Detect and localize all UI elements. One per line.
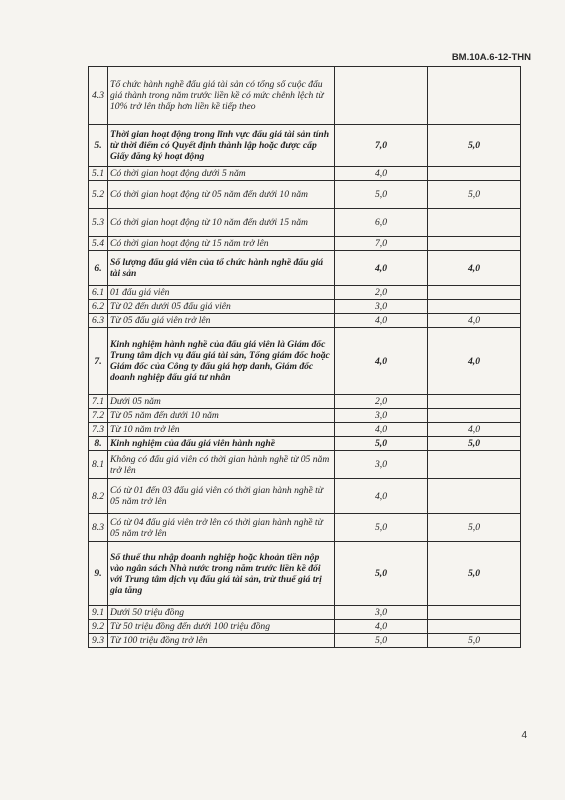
max-score: 6,0	[335, 209, 428, 237]
criteria-row-heading	[89, 251, 521, 286]
row-number: 6.	[89, 251, 108, 286]
criterion-text: Dưới 05 năm	[108, 395, 335, 409]
criteria-row-heading	[89, 125, 521, 167]
criteria-row-heading	[89, 542, 521, 606]
criterion-text: Kinh nghiệm của đấu giá viên hành nghề	[108, 437, 335, 451]
max-score: 5,0	[335, 542, 428, 606]
criterion-text: Kinh nghiệm hành nghề của đấu giá viên là Giám đốc Trung tâm dịch vụ đấu giá tài sản, Tổng giám đốc hoặc Giám đốc của Công ty đấu giá hợp danh, Giám đốc doanh nghiệp đấu giá tư nhân	[108, 328, 335, 395]
self-score: 5,0	[428, 514, 521, 542]
self-score	[428, 606, 521, 620]
row-number: 5.2	[89, 181, 108, 209]
criteria-row	[89, 167, 521, 181]
row-number: 9.1	[89, 606, 108, 620]
self-score: 5,0	[428, 634, 521, 648]
criteria-row	[89, 237, 521, 251]
criteria-table	[88, 66, 521, 648]
criterion-text: Từ 05 đấu giá viên trở lên	[108, 314, 335, 328]
max-score: 3,0	[335, 606, 428, 620]
self-score	[428, 395, 521, 409]
criterion-text: Từ 100 triệu đồng trở lên	[108, 634, 335, 648]
row-number: 5.4	[89, 237, 108, 251]
max-score: 4,0	[335, 479, 428, 514]
max-score: 7,0	[335, 125, 428, 167]
criteria-row	[89, 514, 521, 542]
criteria-row	[89, 395, 521, 409]
criteria-row	[89, 209, 521, 237]
row-number: 9.2	[89, 620, 108, 634]
max-score: 5,0	[335, 437, 428, 451]
criterion-text: Có thời gian hoạt động dưới 5 năm	[108, 167, 335, 181]
row-number: 7.2	[89, 409, 108, 423]
criterion-text: Có từ 04 đấu giá viên trở lên có thời gian hành nghề từ 05 năm trở lên	[108, 514, 335, 542]
max-score: 4,0	[335, 620, 428, 634]
row-number: 8.	[89, 437, 108, 451]
row-number: 9.	[89, 542, 108, 606]
page-number: 4	[521, 730, 527, 741]
criterion-text: Từ 05 năm đến dưới 10 năm	[108, 409, 335, 423]
max-score: 2,0	[335, 395, 428, 409]
row-number: 5.	[89, 125, 108, 167]
self-score: 4,0	[428, 423, 521, 437]
max-score: 4,0	[335, 251, 428, 286]
criteria-table-body	[89, 67, 521, 648]
row-number: 5.3	[89, 209, 108, 237]
self-score	[428, 479, 521, 514]
self-score: 5,0	[428, 125, 521, 167]
max-score: 7,0	[335, 237, 428, 251]
self-score	[428, 237, 521, 251]
criterion-text: Có từ 01 đến 03 đấu giá viên có thời gian hành nghề từ 05 năm trở lên	[108, 479, 335, 514]
row-number: 4.3	[89, 67, 108, 125]
criterion-text: Dưới 50 triệu đồng	[108, 606, 335, 620]
max-score: 3,0	[335, 409, 428, 423]
document-code: BM.10A.6-12-THN	[451, 52, 531, 63]
self-score: 5,0	[428, 181, 521, 209]
row-number: 8.3	[89, 514, 108, 542]
criterion-text: Từ 02 đến dưới 05 đấu giá viên	[108, 300, 335, 314]
criteria-row	[89, 300, 521, 314]
max-score: 3,0	[335, 451, 428, 479]
self-score	[428, 451, 521, 479]
max-score: 3,0	[335, 300, 428, 314]
self-score	[428, 209, 521, 237]
row-number: 6.3	[89, 314, 108, 328]
self-score: 5,0	[428, 437, 521, 451]
row-number: 7.3	[89, 423, 108, 437]
criteria-row	[89, 181, 521, 209]
row-number: 7.	[89, 328, 108, 395]
criterion-text: Từ 10 năm trở lên	[108, 423, 335, 437]
self-score: 4,0	[428, 314, 521, 328]
max-score: 5,0	[335, 514, 428, 542]
criteria-row	[89, 314, 521, 328]
criteria-row	[89, 423, 521, 437]
criterion-text: Không có đấu giá viên có thời gian hành nghề từ 05 năm trở lên	[108, 451, 335, 479]
row-number: 8.2	[89, 479, 108, 514]
criteria-row	[89, 634, 521, 648]
criterion-text: Thời gian hoạt động trong lĩnh vực đấu giá tài sản tính từ thời điểm có Quyết định thành lập hoặc được cấp Giấy đăng ký hoạt động	[108, 125, 335, 167]
criteria-row	[89, 451, 521, 479]
max-score	[335, 67, 428, 125]
self-score	[428, 286, 521, 300]
criterion-text: Có thời gian hoạt động từ 05 năm đến dưới 10 năm	[108, 181, 335, 209]
criteria-row	[89, 286, 521, 300]
max-score: 4,0	[335, 423, 428, 437]
max-score: 4,0	[335, 314, 428, 328]
criterion-text: Có thời gian hoạt động từ 10 năm đến dưới 15 năm	[108, 209, 335, 237]
criteria-row	[89, 620, 521, 634]
max-score: 4,0	[335, 328, 428, 395]
row-number: 6.1	[89, 286, 108, 300]
row-number: 9.3	[89, 634, 108, 648]
max-score: 5,0	[335, 181, 428, 209]
max-score: 5,0	[335, 634, 428, 648]
self-score	[428, 167, 521, 181]
self-score: 4,0	[428, 328, 521, 395]
criterion-text: Từ 50 triệu đồng đến dưới 100 triệu đồng	[108, 620, 335, 634]
criterion-text: 01 đấu giá viên	[108, 286, 335, 300]
criterion-text: Có thời gian hoạt động từ 15 năm trở lên	[108, 237, 335, 251]
max-score: 2,0	[335, 286, 428, 300]
criteria-row	[89, 606, 521, 620]
row-number: 7.1	[89, 395, 108, 409]
criteria-row-heading	[89, 437, 521, 451]
criterion-text: Tổ chức hành nghề đấu giá tài sản có tổng số cuộc đấu giá thành trong năm trước liền kề có mức chênh lệch từ 10% trở lên thấp hơn liền kề tiếp theo	[108, 67, 335, 125]
row-number: 8.1	[89, 451, 108, 479]
self-score	[428, 409, 521, 423]
max-score: 4,0	[335, 167, 428, 181]
self-score: 4,0	[428, 251, 521, 286]
row-number: 5.1	[89, 167, 108, 181]
criteria-row	[89, 67, 521, 125]
criteria-row	[89, 409, 521, 423]
self-score	[428, 620, 521, 634]
self-score	[428, 300, 521, 314]
criterion-text: Số thuế thu nhập doanh nghiệp hoặc khoản tiền nộp vào ngân sách Nhà nước trong năm trước liền kề đối với Trung tâm dịch vụ đấu giá tài sản, trừ thuế giá trị gia tăng	[108, 542, 335, 606]
self-score: 5,0	[428, 542, 521, 606]
row-number: 6.2	[89, 300, 108, 314]
self-score	[428, 67, 521, 125]
criteria-row	[89, 479, 521, 514]
criterion-text: Số lượng đấu giá viên của tổ chức hành nghề đấu giá tài sản	[108, 251, 335, 286]
criteria-row-heading	[89, 328, 521, 395]
